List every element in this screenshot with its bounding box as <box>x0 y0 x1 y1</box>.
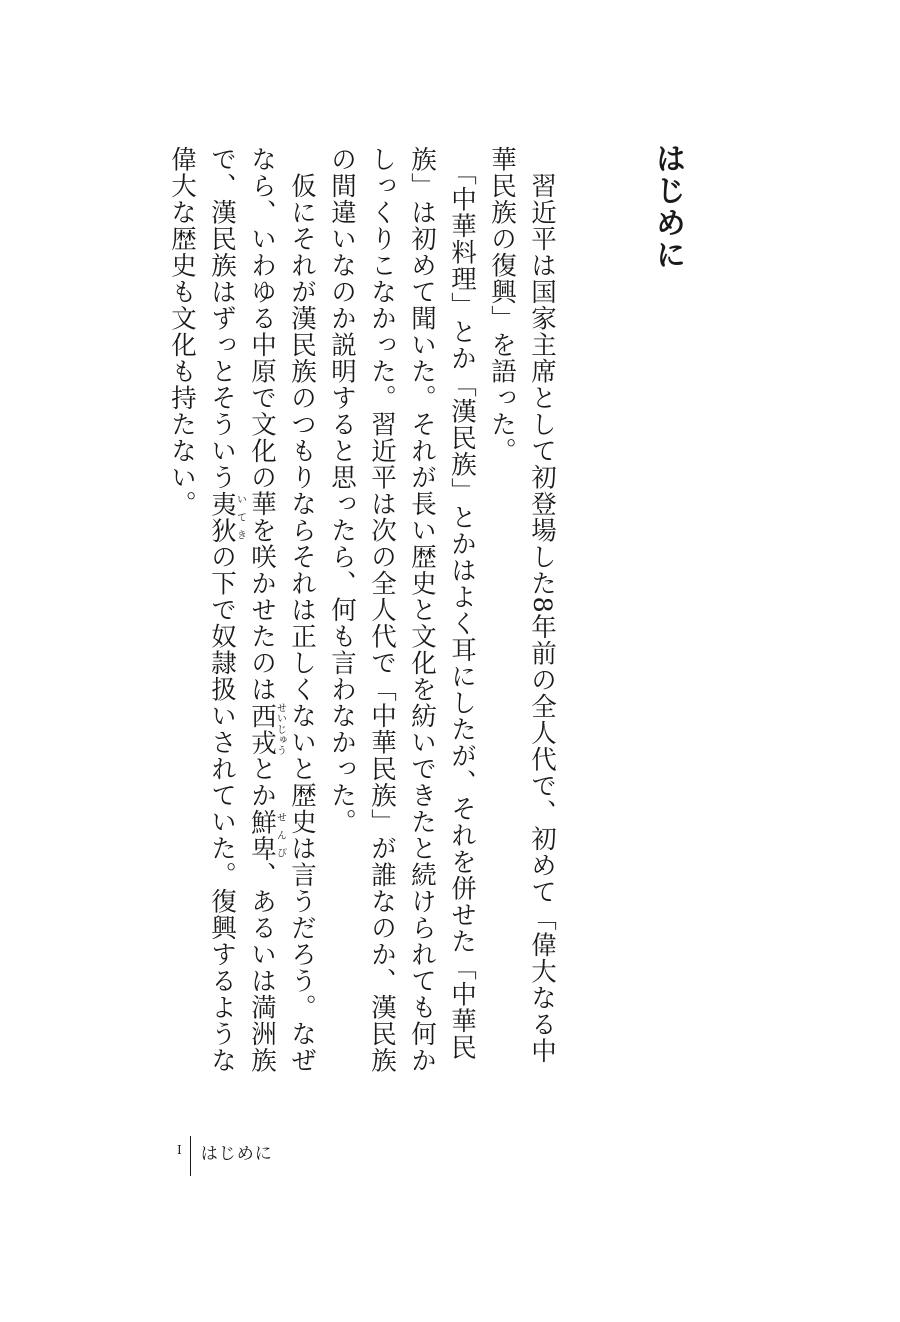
ruby-iteki-reading: いてき <box>234 490 246 544</box>
paragraph-1-text: 習近平は国家主席として初登場した8年前の全人代で、初めて「偉大なる中華民族の復興」を語った。 <box>487 146 557 1065</box>
ruby-seijuu <box>247 702 286 756</box>
footer-divider <box>190 1136 191 1176</box>
paragraph-3-text-b: とか <box>247 755 277 809</box>
paragraph-2-text: 「中華料理」とか「漢民族」とかはよく耳にしたが、それを併せた「中華民族」は初めて聞いた。それが長い歴史と文化を紡いできたと続けられても何かしっくりこなかった。習近平は次の全人代で「中華民族」が誰なのか、漢民族の間違いなのか説明すると思ったら、何も言わなかった。 <box>327 146 477 1074</box>
ruby-iteki <box>207 490 246 544</box>
ruby-seijuu-base: 西戎 <box>247 702 277 756</box>
page-number: I <box>177 1143 182 1157</box>
chapter-title: はじめに <box>650 143 685 271</box>
paragraph-3-text-d: の下で奴隷扱いされていた。復興するような偉大な歴史も文化も持たない。 <box>167 146 237 1074</box>
running-head: はじめに <box>200 1144 273 1164</box>
paragraph-2 <box>322 146 482 1081</box>
ruby-senpi-reading: せんぴ <box>274 808 286 862</box>
paragraph-3 <box>162 146 322 1081</box>
ruby-seijuu-reading: せいじゅう <box>274 702 286 756</box>
paragraph-3-text-a: 仮にそれが漢民族のつもりならそれは正しくないと歴史は言うだろう。なぜなら、いわゆる中原で文化の華を咲かせたのは <box>247 146 317 1074</box>
page-footer <box>177 1136 273 1176</box>
body-text <box>162 146 562 1081</box>
ruby-senpi <box>247 808 286 862</box>
paragraph-1 <box>482 146 562 1081</box>
paragraph-3-text-c: 、あるいは満洲族で、漢民族はずっとそういう <box>207 146 277 1074</box>
ruby-senpi-base: 鮮卑 <box>247 808 277 862</box>
ruby-iteki-base: 夷狄 <box>207 490 237 544</box>
